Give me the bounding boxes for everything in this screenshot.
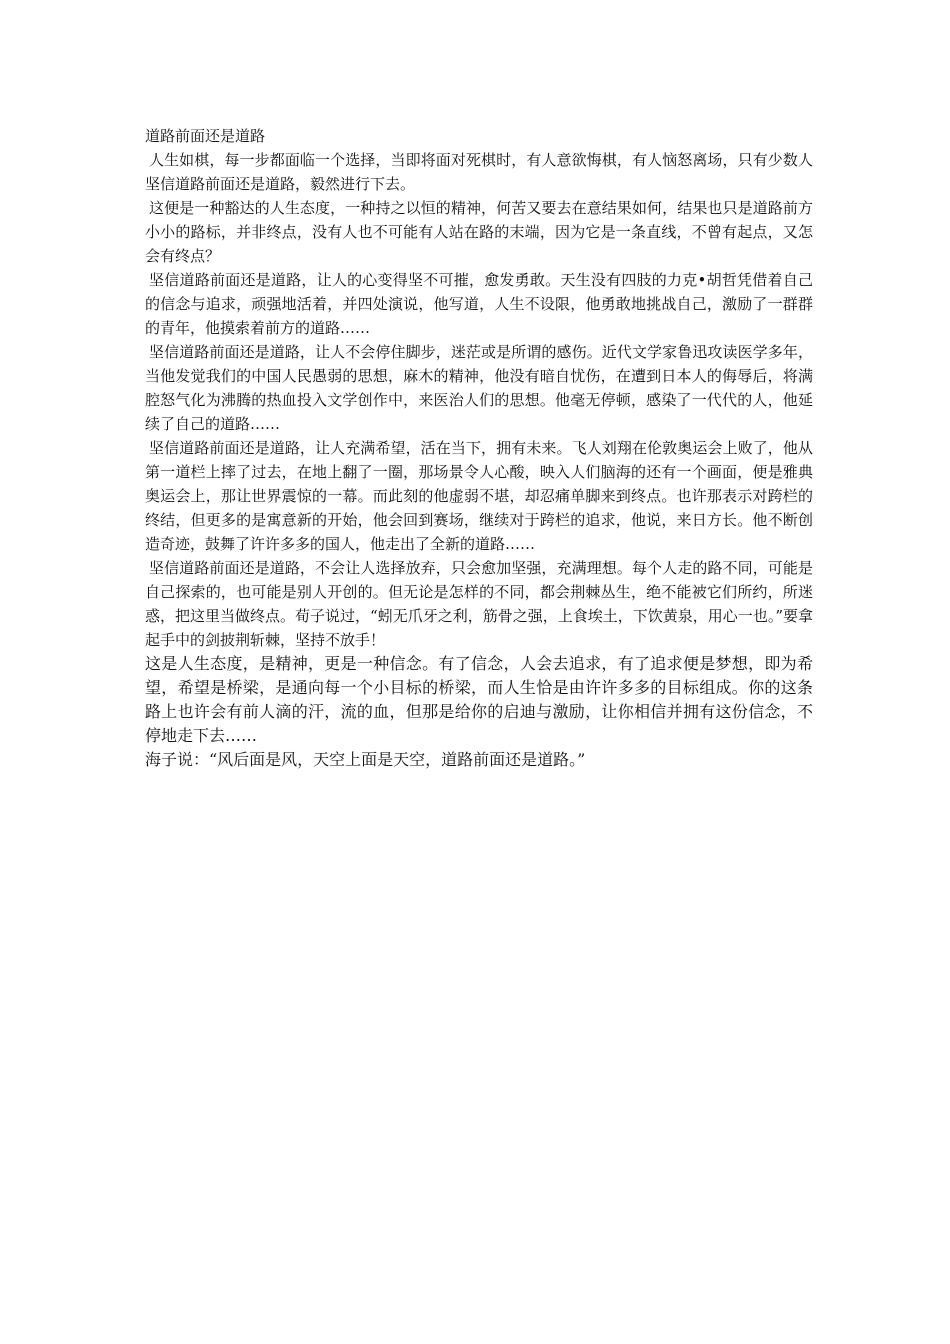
closing-paragraph-2: 海子说：“风后面是风，天空上面是天空，道路前面还是道路。” — [145, 750, 586, 769]
closing-paragraph-1: 这是人生态度，是精神，更是一种信念。有了信念，人会去追求，有了追求便是梦想，即为希望，希望是桥梁，是通向每一个小目标的桥梁，而人生恰是由许许多多的目标组成。你的这条路上也许会有前人滴的汗，流的血，但那是给你的启迪与激励，让你相信并拥有这份信念，不停地走下去…… — [145, 654, 813, 745]
document-title: 道路前面还是道路 — [145, 127, 266, 145]
document-body — [145, 124, 813, 772]
paragraph-1: 人生如棋，每一步都面临一个选择，当即将面对死棋时，有人意欲悔棋，有人恼怒离场，只有少数人坚信道路前面还是道路，毅然进行下去。 — [145, 151, 813, 193]
paragraph-5: 坚信道路前面还是道路，让人充满希望，活在当下，拥有未来。飞人刘翔在伦敦奥运会上败了，他从第一道栏上摔了过去，在地上翻了一圈，那场景令人心酸，映入人们脑海的还有一个画面，便是雅典奥运会上，那让世界震惊的一幕。而此刻的他虚弱不堪，却忍痛单脚来到终点。也许那表示对跨栏的终结，但更多的是寓意新的开始，他会回到赛场，继续对于跨栏的追求，他说，来日方长。他不断创造奇迹，鼓舞了许许多多的国人，他走出了全新的道路…… — [145, 439, 813, 553]
paragraph-2: 这便是一种豁达的人生态度，一种持之以恒的精神，何苦又要去在意结果如何，结果也只是道路前方小小的路标，并非终点，没有人也不可能有人站在路的末端，因为它是一条直线，不曾有起点，又怎会有终点？ — [145, 199, 813, 265]
paragraph-6: 坚信道路前面还是道路，不会让人选择放弃，只会愈加坚强，充满理想。每个人走的路不同，可能是自己探索的，也可能是别人开创的。但无论是怎样的不同，都会荆棘丛生，绝不能被它们所约，所迷惑，把这里当做终点。荀子说过，“蚓无爪牙之利，筋骨之强，上食埃土，下饮黄泉，用心一也。”要拿起手中的剑披荆斩棘，坚持不放手！ — [145, 559, 813, 649]
paragraph-3: 坚信道路前面还是道路，让人的心变得坚不可摧，愈发勇敢。天生没有四肢的力克•胡哲凭借着自己的信念与追求，顽强地活着，并四处演说，他写道，人生不设限，他勇敢地挑战自己，激励了一群群的青年，他摸索着前方的道路…… — [145, 271, 813, 337]
paragraph-4: 坚信道路前面还是道路，让人不会停住脚步，迷茫或是所谓的感伤。近代文学家鲁迅攻读医学多年，当他发觉我们的中国人民愚弱的思想，麻木的精神，他没有暗自忧伤，在遭到日本人的侮辱后，将满腔怒气化为沸腾的热血投入文学创作中，来医治人们的思想。他毫无停顿，感染了一代代的人，他延续了自己的道路…… — [145, 343, 813, 433]
